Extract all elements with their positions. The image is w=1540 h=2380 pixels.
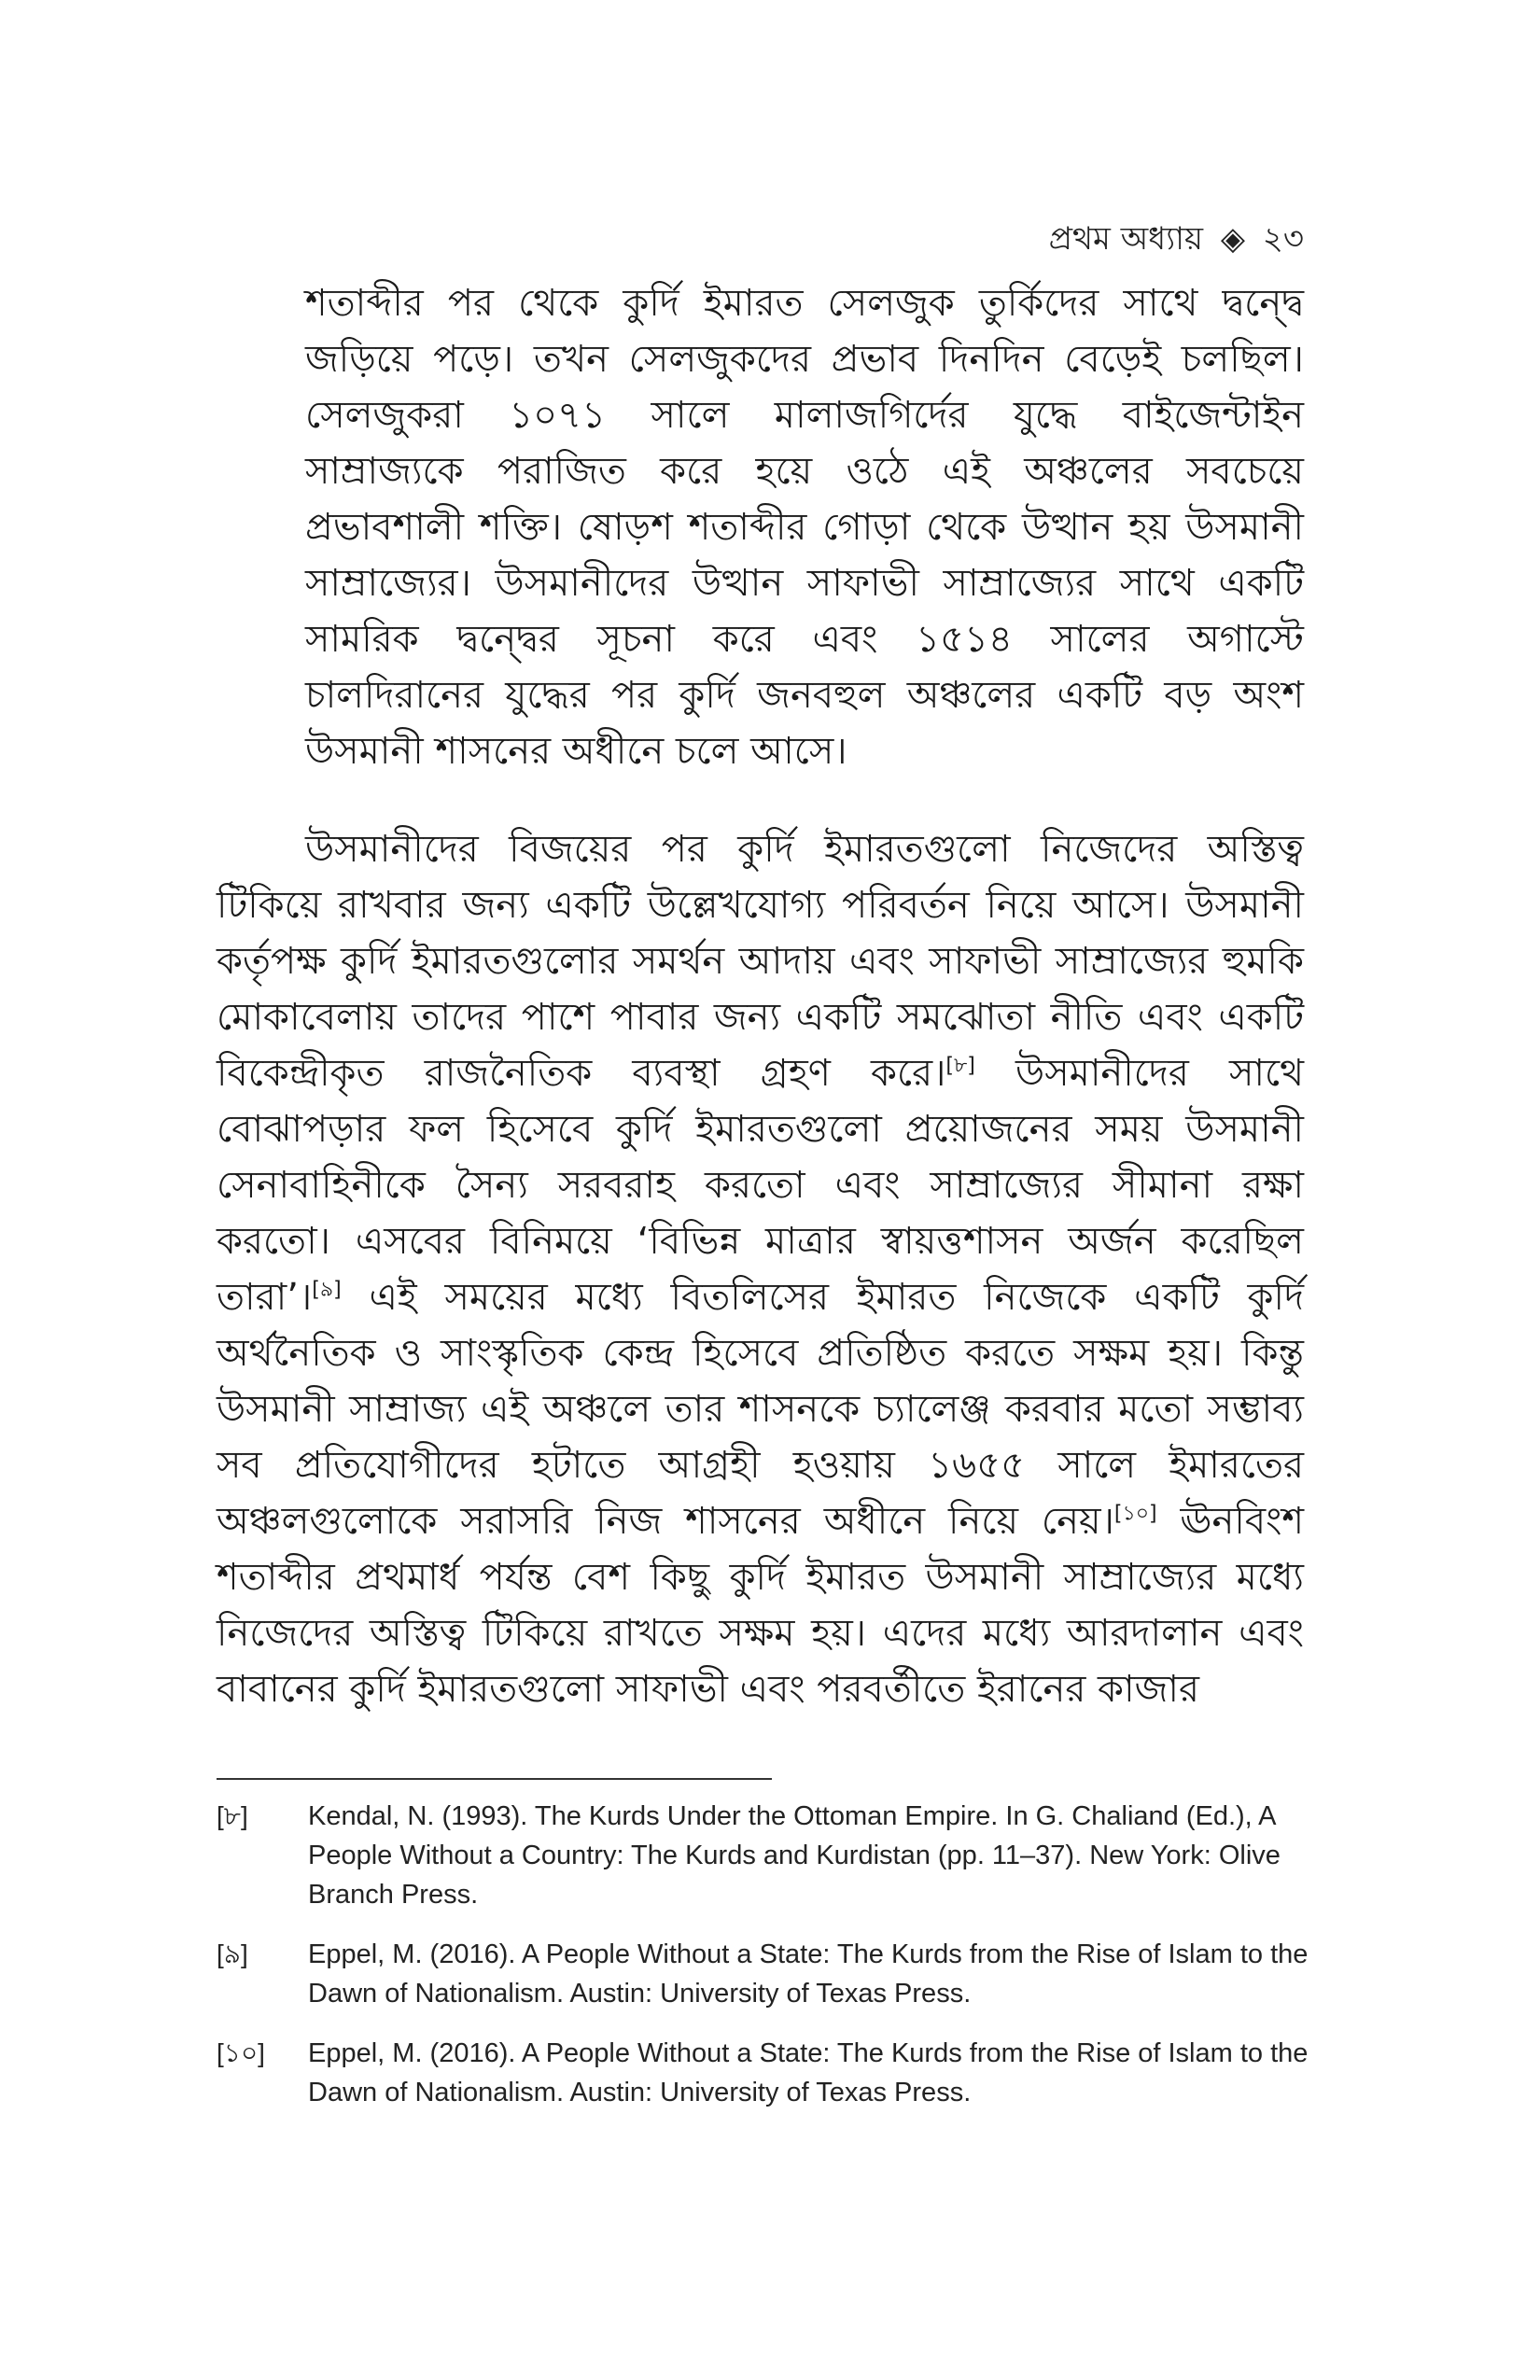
footnote-9: [217, 1935, 1309, 2013]
footnote-text: Eppel, M. (2016). A People Without a State: The Kurds from the Rise of Islam to the Dawn of Nationalism. Austin: University of Texas Press.: [308, 1939, 1309, 2009]
footnote-text: Kendal, N. (1993). The Kurds Under the Ottoman Empire. In G. Chaliand (Ed.), A People Without a Country: The Kurds and Kurdistan (pp. 11–37). New York: Olive Branch Press.: [308, 1801, 1281, 1910]
footnote-marker: [১০]: [217, 2038, 265, 2067]
paragraph-2-text-a: উসমানীদের বিজয়ের পর কুর্দি ইমারতগুলো নিজেদের অস্তিত্ব টিকিয়ে রাখবার জন্য একটি উল্লেখযোগ্য পরিবর্তন নিয়ে আসে। উসমানী কর্তৃপক্ষ কুর্দি ইমারতগুলোর সমর্থন আদায় এবং সাফাভী সাম্রাজ্যের হুমকি মোকাবেলায় তাদের পাশে পাবার জন্য একটি সমঝোতা নীতি এবং একটি বিকেন্দ্রীকৃত রাজনৈতিক ব্যবস্থা গ্রহণ করে।: [217, 828, 1304, 1095]
paragraph-2-text-d: ঊনবিংশ শতাব্দীর প্রথমার্ধ পর্যন্ত বেশ কিছু কুর্দি ইমারত উসমানী সাম্রাজ্যের মধ্যে নিজেদের অস্তিত্ব টিকিয়ে রাখতে সক্ষম হয়। এদের মধ্যে আরদালান এবং বাবানের কুর্দি ইমারতগুলো সাফাভী এবং পরবর্তীতে ইরানের কাজার: [217, 1500, 1304, 1711]
footnotes-section: [217, 1797, 1309, 2133]
footnote-ref-8[interactable]: [৮]: [945, 1054, 975, 1078]
body-paragraph-2: [217, 821, 1304, 1717]
chapter-title: প্রথম অধ্যায়: [1048, 220, 1203, 258]
running-header: [1049, 215, 1304, 268]
paragraph-2-text-c: এই সময়ের মধ্যে বিতলিসের ইমারত নিজেকে একটি কুর্দি অর্থনৈতিক ও সাংস্কৃতিক কেন্দ্র হিসেবে প্রতিষ্ঠিত করতে সক্ষম হয়। কিন্তু উসমানী সাম্রাজ্য এই অঞ্চলে তার শাসনকে চ্যালেঞ্জ করবার মতো সম্ভাব্য সব প্রতিযোগীদের হটাতে আগ্রহী হওয়ায় ১৬৫৫ সালে ইমারতের অঞ্চলগুলোকে সরাসরি নিজ শাসনের অধীনে নিয়ে নেয়।: [217, 1276, 1304, 1543]
footnote-ref-10[interactable]: [১০]: [1113, 1502, 1157, 1526]
footnote-8: [217, 1797, 1309, 1914]
footnote-text: Eppel, M. (2016). A People Without a State: The Kurds from the Rise of Islam to the Dawn of Nationalism. Austin: University of Texas Press.: [308, 2038, 1309, 2107]
footnote-marker: [৯]: [217, 1939, 248, 1968]
footnote-divider: [217, 1778, 772, 1780]
footnote-ref-9[interactable]: [৯]: [312, 1278, 342, 1302]
diamond-separator-icon: ◈: [1220, 220, 1245, 258]
body-paragraph-1: শতাব্দীর পর থেকে কুর্দি ইমারত সেলজুক তুর্কিদের সাথে দ্বন্দ্বে জড়িয়ে পড়ে। তখন সেলজুকদের প্রভাব দিনদিন বেড়েই চলছিল। সেলজুকরা ১০৭১ সালে মালাজগির্দের যুদ্ধে বাইজেন্টাইন সাম্রাজ্যকে পরাজিত করে হয়ে ওঠে এই অঞ্চলের সবচেয়ে প্রভাবশালী শক্তি। ষোড়শ শতাব্দীর গোড়া থেকে উত্থান হয় উসমানী সাম্রাজ্যের। উসমানীদের উত্থান সাফাভী সাম্রাজ্যের সাথে একটি সামরিক দ্বন্দ্বের সূচনা করে এবং ১৫১৪ সালের অগাস্টে চালদিরানের যুদ্ধের পর কুর্দি জনবহুল অঞ্চলের একটি বড় অংশ উসমানী শাসনের অধীনে চলে আসে।: [305, 282, 1304, 773]
page-number: ২৩: [1262, 220, 1304, 258]
paragraph-2-text-b: উসমানীদের সাথে বোঝাপড়ার ফল হিসেবে কুর্দি ইমারতগুলো প্রয়োজনের সময় উসমানী সেনাবাহিনীকে সৈন্য সরবরাহ করতো এবং সাম্রাজ্যের সীমানা রক্ষা করতো। এসবের বিনিময়ে ‘বিভিন্ন মাত্রার স্বায়ত্তশাসন অর্জন করেছিল তারা’।: [217, 1052, 1304, 1319]
footnote-marker: [৮]: [217, 1801, 248, 1830]
footnote-10: [217, 2034, 1309, 2112]
